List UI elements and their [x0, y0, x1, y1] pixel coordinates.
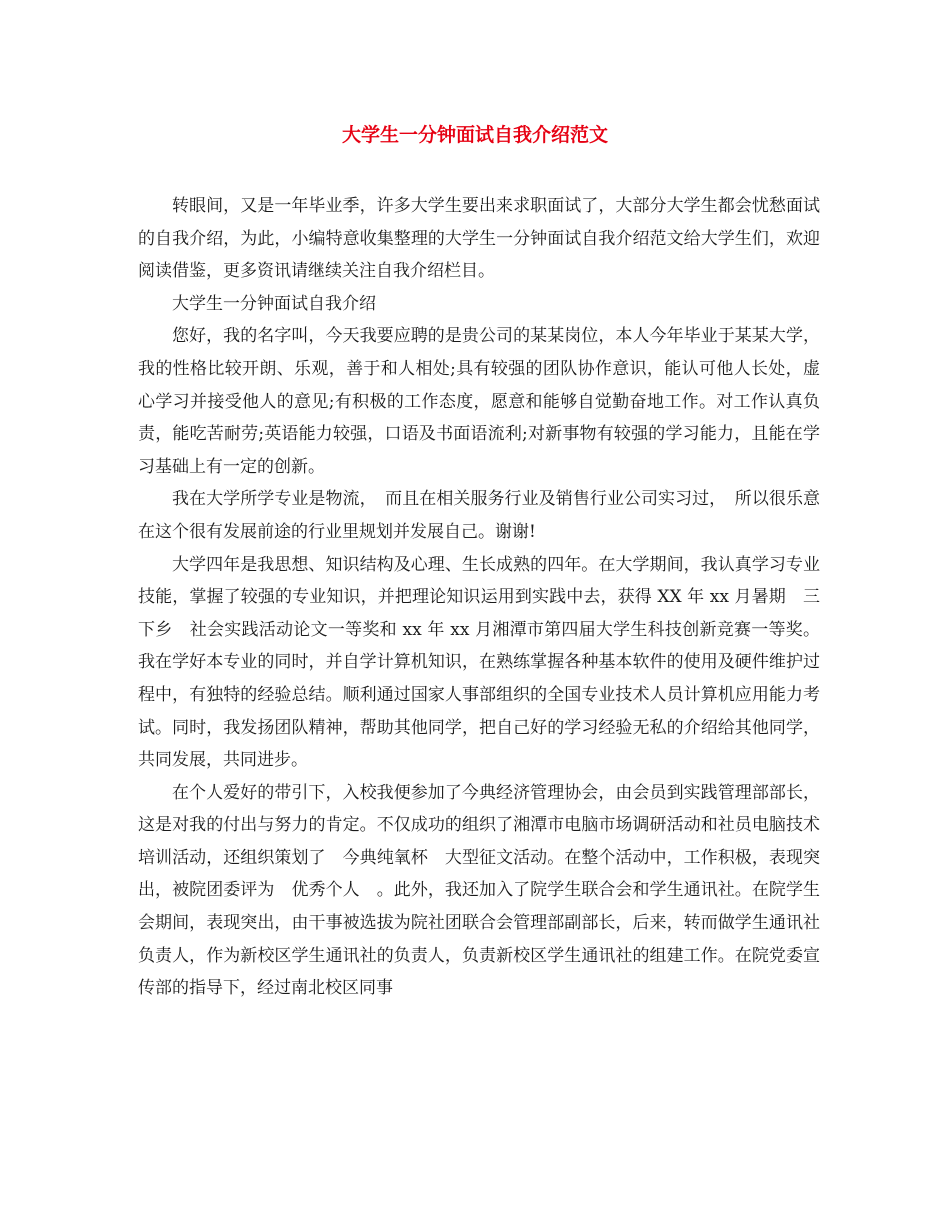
body-paragraph: 您好，我的名字叫，今天我要应聘的是贵公司的某某岗位，本人今年毕业于某某大学，我的性格比较开朗、乐观，善于和人相处;具有较强的团队协作意识，能认可他人长处，虚心学习并接受他人的意见;有积极的工作态度，愿意和能够自觉勤奋地工作。对工作认真负责，能吃苦耐劳;英语能力较强，口语及书面语流利;对新事物有较强的学习能力，且能在学习基础上有一定的创新。: [138, 326, 820, 477]
document-body: [138, 190, 820, 1005]
body-paragraph: 在个人爱好的带引下，入校我便参加了今典经济管理协会，由会员到实践管理部部长，这是对我的付出与努力的肯定。不仅成功的组织了湘潭市电脑市场调研活动和社员电脑技术培训活动，还组织策划了 今典纯氧杯 大型征文活动。在整个活动中，工作积极，表现突出，被院团委评为 优秀个人 。此外，我还加入了院学生联合会和学生通讯社。在院学生会期间，表现突出，由干事被选拔为院社团联合会管理部副部长，后来，转而做学生通讯社负责人，作为新校区学生通讯社的负责人，负责新校区学生通讯社的组建工作。在院党委宣传部的指导下，经过南北校区同事: [138, 782, 820, 999]
section-heading: 大学生一分钟面试自我介绍: [172, 293, 376, 314]
body-paragraph: 大学四年是我思想、知识结构及心理、生长成熟的四年。在大学期间，我认真学习专业技能，掌握了较强的专业知识，并把理论知识运用到实践中去，获得 XX 年 xx 月暑期 三下乡 社会实践活动论文一等奖和 xx 年 xx 月湘潭市第四届大学生科技创新竞赛一等奖。我在学好本专业的同时，并自学计算机知识，在熟练掌握各种基本软件的使用及硬件维护过程中，有独特的经验总结。顺利通过国家人事部组织的全国专业技术人员计算机应用能力考试。同时，我发扬团队精神，帮助其他同学，把自己好的学习经验无私的介绍给其他同学，共同发展，共同进步。: [138, 554, 820, 771]
intro-paragraph: 转眼间，又是一年毕业季，许多大学生要出来求职面试了，大部分大学生都会忧愁面试的自我介绍，为此，小编特意收集整理的大学生一分钟面试自我介绍范文给大学生们，欢迎阅读借鉴，更多资讯请继续关注自我介绍栏目。: [138, 196, 820, 282]
body-paragraph: 我在大学所学专业是物流， 而且在相关服务行业及销售行业公司实习过， 所以很乐意在这个很有发展前途的行业里规划并发展自己。谢谢!: [138, 489, 820, 542]
document-title: 大学生一分钟面试自我介绍范文: [341, 124, 608, 146]
